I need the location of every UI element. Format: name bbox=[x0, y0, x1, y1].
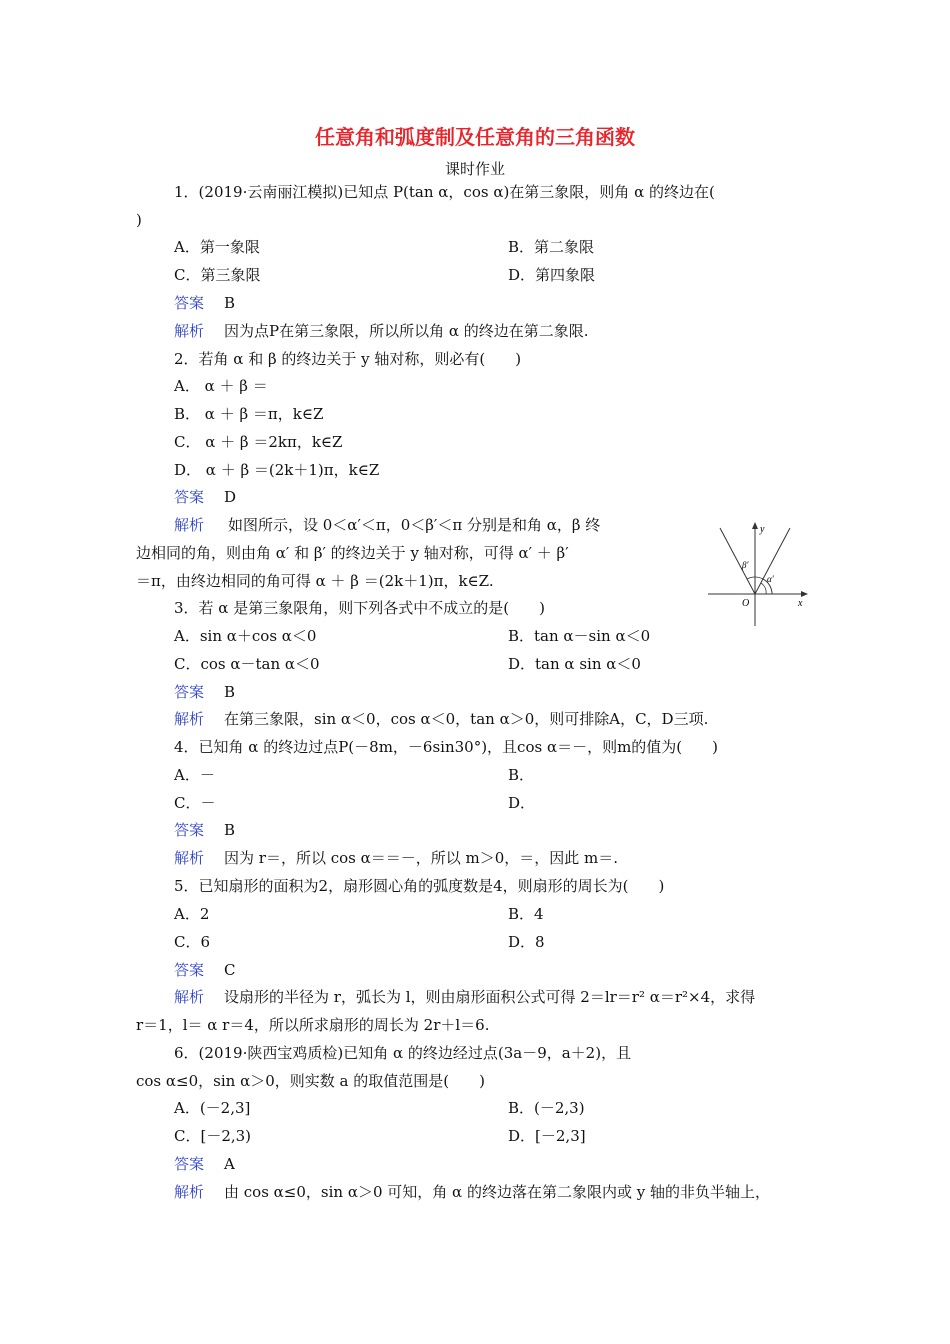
alpha-terminal-side bbox=[755, 528, 790, 594]
q3-answer-label: 答案 bbox=[174, 683, 205, 701]
q5-answer-label: 答案 bbox=[174, 961, 205, 979]
q3-stem: 3．若 α 是第三象限角，则下列各式中不成立的是( ) bbox=[174, 599, 545, 617]
q3-answer: B bbox=[224, 683, 236, 701]
y-axis-arrow bbox=[752, 522, 758, 529]
q1-stem-line2: ) bbox=[136, 211, 142, 229]
q2-stem: 2．若角 α 和 β 的终边关于 y 轴对称，则必有( ) bbox=[174, 350, 522, 368]
q5-option-a: A．2 bbox=[174, 905, 210, 923]
q4-answer-label: 答案 bbox=[174, 821, 205, 839]
origin-label: O bbox=[742, 598, 750, 609]
q4-option-b: B． bbox=[508, 766, 535, 784]
q2-option-a: A． α ＋ β ＝ bbox=[174, 377, 268, 395]
q2-analysis-label: 解析 bbox=[174, 516, 205, 534]
q1-option-c: C．第三象限 bbox=[174, 266, 261, 284]
q6-option-a: A．(－2,3] bbox=[174, 1099, 251, 1117]
q4-option-c: C．－ bbox=[174, 794, 216, 812]
q2-answer: D bbox=[224, 488, 237, 506]
q1-analysis: 因为点P在第三象限，所以所以角 α 的终边在第二象限. bbox=[224, 322, 589, 340]
q6-stem-line1: 6．(2019·陕西宝鸡质检)已知角 α 的终边经过点(3a－9，a＋2)，且 bbox=[174, 1044, 632, 1062]
q5-analysis-line1: 设扇形的半径为 r，弧长为 l，则由扇形面积公式可得 2＝lr＝r² α＝r²×4，求得 bbox=[224, 988, 756, 1006]
q4-option-d: D． bbox=[508, 794, 536, 812]
q6-answer-label: 答案 bbox=[174, 1155, 205, 1173]
q6-option-c: C．[－2,3) bbox=[174, 1127, 252, 1145]
q5-analysis-label: 解析 bbox=[174, 988, 205, 1006]
q2-analysis-line3: ＝π，由终边相同的角可得 α ＋ β ＝(2k＋1)π，k∈Z. bbox=[136, 572, 494, 590]
q6-stem-line2: cos α≤0，sin α＞0，则实数 a 的取值范围是( ) bbox=[136, 1072, 485, 1090]
q1-analysis-label: 解析 bbox=[174, 322, 205, 340]
q4-stem: 4．已知角 α 的终边过点P(－8m，－6sin30°)，且cos α＝－，则m的值为( ) bbox=[174, 738, 719, 756]
q3-option-c: C．cos α－tan α＜0 bbox=[174, 655, 320, 673]
page-subtitle: 课时作业 bbox=[444, 160, 505, 178]
q1-stem-line1: 1．(2019·云南丽江模拟)已知点 P(tan α，cos α)在第三象限，则角 α 的终边在( bbox=[174, 183, 715, 201]
alpha-label: α′ bbox=[767, 574, 774, 584]
q3-analysis: 在第三象限，sin α＜0，cos α＜0，tan α＞0，则可排除A，C，D三项. bbox=[224, 710, 709, 728]
q2-option-b: B． α ＋ β ＝π，k∈Z bbox=[174, 405, 324, 423]
q5-option-c: C．6 bbox=[174, 933, 211, 951]
q5-analysis-line2: r＝1，l＝ α r＝4，所以所求扇形的周长为 2r＋l＝6. bbox=[136, 1016, 490, 1034]
q1-option-d: D．第四象限 bbox=[508, 266, 596, 284]
q1-answer-label: 答案 bbox=[174, 294, 205, 312]
q6-answer: A bbox=[224, 1155, 235, 1173]
angle-figure bbox=[706, 520, 810, 628]
q4-analysis: 因为 r＝，所以 cos α＝＝－，所以 m＞0，＝，因此 m＝. bbox=[224, 849, 619, 867]
q5-answer: C bbox=[224, 961, 236, 979]
q3-analysis-label: 解析 bbox=[174, 710, 205, 728]
q2-analysis-line2: 边相同的角，则由角 α′ 和 β′ 的终边关于 y 轴对称，可得 α′ ＋ β′ bbox=[136, 544, 569, 562]
beta-label: β′ bbox=[742, 560, 749, 570]
q6-analysis: 由 cos α≤0，sin α＞0 可知，角 α 的终边落在第二象限内或 y 轴的非负半轴上， bbox=[224, 1183, 770, 1201]
x-axis-label: x bbox=[798, 598, 803, 609]
q3-option-a: A．sin α＋cos α＜0 bbox=[174, 627, 317, 645]
q5-option-b: B．4 bbox=[508, 905, 544, 923]
q3-option-b: B．tan α－sin α＜0 bbox=[508, 627, 651, 645]
q6-option-b: B．(－2,3) bbox=[508, 1099, 585, 1117]
alpha-arc bbox=[761, 583, 766, 594]
q2-analysis-line1: 如图所示，设 0＜α′＜π，0＜β′＜π 分别是和角 α，β 终 bbox=[228, 516, 601, 534]
q2-option-d: D． α ＋ β ＝(2k＋1)π，k∈Z bbox=[174, 461, 380, 479]
y-axis-label: y bbox=[760, 524, 765, 535]
q5-option-d: D．8 bbox=[508, 933, 545, 951]
q1-option-a: A．第一象限 bbox=[174, 238, 260, 256]
q2-answer-label: 答案 bbox=[174, 488, 205, 506]
q3-option-d: D．tan α sin α＜0 bbox=[508, 655, 641, 673]
q4-option-a: A．－ bbox=[174, 766, 215, 784]
beta-terminal-side bbox=[720, 528, 755, 594]
q1-answer: B bbox=[224, 294, 236, 312]
page-title: 任意角和弧度制及任意角的三角函数 bbox=[315, 125, 635, 149]
q4-answer: B bbox=[224, 821, 236, 839]
q6-analysis-label: 解析 bbox=[174, 1183, 205, 1201]
x-axis-arrow bbox=[801, 591, 808, 597]
q6-option-d: D．[－2,3] bbox=[508, 1127, 586, 1145]
q2-option-c: C． α ＋ β ＝2kπ，k∈Z bbox=[174, 433, 343, 451]
q4-analysis-label: 解析 bbox=[174, 849, 205, 867]
q1-option-b: B．第二象限 bbox=[508, 238, 595, 256]
q5-stem: 5．已知扇形的面积为2，扇形圆心角的弧度数是4，则扇形的周长为( ) bbox=[174, 877, 665, 895]
